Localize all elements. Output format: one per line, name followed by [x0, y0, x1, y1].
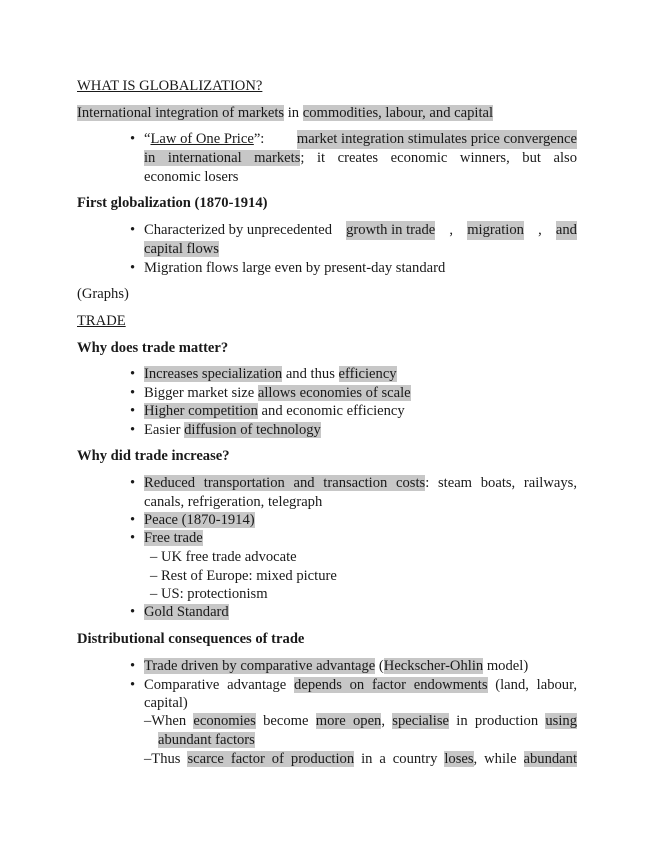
text-span: [144, 713, 577, 729]
text-span: ; it creates economic winners, but also: [300, 150, 577, 166]
highlight-text: economies: [193, 713, 256, 729]
highlight-text: Trade driven by comparative advantage: [144, 658, 376, 674]
text-span: –When: [144, 713, 194, 729]
highlight-text: market integration stimulates price convergence: [296, 131, 577, 147]
text-span: Bigger market size: [144, 385, 258, 401]
text-span: and economic efficiency: [257, 403, 405, 419]
highlight-text: scarce factor of production: [187, 751, 355, 767]
text-span: –Thus: [144, 751, 188, 767]
text-span: ,: [449, 222, 454, 238]
bullet-icon: •: [130, 366, 136, 382]
bullet-icon: •: [130, 385, 136, 401]
list-item: [144, 421, 321, 440]
text-span: [144, 475, 577, 491]
bullet-icon: •: [130, 658, 136, 674]
lop-line-2: [144, 149, 577, 168]
highlight-text: migration: [467, 222, 524, 238]
bullet-icon: •: [130, 131, 136, 147]
highlight-text: loses: [444, 751, 474, 767]
highlight-text: and: [555, 222, 577, 238]
section-title-trade: TRADE: [77, 313, 126, 329]
highlight-text: using: [545, 713, 577, 729]
text-span: Characterized by unprecedented: [144, 222, 332, 238]
section-title-globalization: WHAT IS GLOBALIZATION?: [77, 78, 263, 94]
bullet-icon: •: [130, 512, 136, 528]
bullet-icon: •: [130, 677, 136, 693]
text-span: and thus: [282, 366, 339, 382]
text-span: [144, 130, 264, 149]
list-item-continuation: canals, refrigeration, telegraph: [144, 494, 323, 510]
sub-list-item: [144, 750, 577, 769]
text-span: : steam boats, railways,: [425, 475, 577, 491]
sub-list-item: – Rest of Europe: mixed picture: [150, 568, 337, 584]
text-span: in production: [449, 713, 546, 729]
highlight-text: International integration of markets: [77, 105, 285, 121]
lop-line-3: economic losers: [144, 169, 239, 185]
text-span: , while: [473, 751, 524, 767]
bullet-icon: •: [130, 530, 136, 546]
first-glob-bullet-1-line-2: [144, 240, 219, 259]
highlight-text: efficiency: [338, 366, 397, 382]
text-span: Easier: [144, 422, 185, 438]
text-span: in a country: [354, 751, 445, 767]
text-span: [144, 677, 577, 693]
highlight-text: growth in trade: [346, 222, 436, 238]
bullet-icon: •: [130, 260, 136, 276]
bullet-icon: •: [130, 403, 136, 419]
sub-list-item: [144, 712, 577, 731]
highlight-text: Higher competition: [144, 403, 258, 419]
text-span: [144, 150, 577, 166]
text-span: ,: [381, 713, 393, 729]
highlight-text: abundant: [523, 751, 577, 767]
graphs-note: (Graphs): [77, 286, 129, 302]
highlight-text: allows economies of scale: [257, 385, 411, 401]
bullet-icon: •: [130, 604, 136, 620]
highlight-text: commodities, labour, and capital: [302, 105, 494, 121]
list-item: [144, 603, 229, 622]
highlight-text: more open: [315, 713, 382, 729]
highlight-text: Heckscher-Ohlin: [383, 658, 484, 674]
text-span: in: [284, 105, 303, 121]
text-span: become: [255, 713, 316, 729]
highlight-text: Reduced transportation and transaction costs: [144, 475, 426, 491]
intro-definition: [77, 104, 493, 123]
highlight-text: abundant factors: [158, 732, 255, 748]
list-item: [144, 657, 528, 676]
heading-distributional-consequences: Distributional consequences of trade: [77, 631, 305, 647]
text-span: (land, labour,: [487, 677, 578, 693]
highlight-text: depends on factor endowments: [294, 677, 488, 693]
text-span: Comparative advantage: [144, 677, 295, 693]
bullet-icon: •: [130, 422, 136, 438]
text-span: (: [375, 658, 384, 674]
sub-list-item: – US: protectionism: [150, 586, 268, 602]
list-item: [144, 365, 397, 384]
list-item: [144, 529, 203, 548]
text-span: “: [144, 131, 151, 147]
highlight-text: Increases specialization: [144, 366, 283, 382]
lop-line-1: [144, 130, 577, 149]
first-glob-bullet-1-line-1: [144, 221, 577, 240]
highlight-text: Peace (1870-1914): [144, 512, 255, 528]
underlined-term: Law of One Price: [150, 131, 254, 147]
list-item: [144, 402, 405, 421]
list-item: [144, 384, 411, 403]
bullet-icon: •: [130, 222, 136, 238]
highlight-text: Gold Standard: [144, 604, 229, 620]
highlight-text: capital flows: [144, 241, 219, 257]
list-item: [144, 676, 577, 695]
highlight-text: in international markets: [144, 150, 301, 166]
bullet-icon: •: [130, 475, 136, 491]
heading-first-globalization: First globalization (1870-1914): [77, 195, 268, 211]
first-glob-bullet-2: Migration flows large even by present-day standard: [144, 260, 446, 276]
sub-list-item-continuation: [158, 731, 255, 750]
text-span: ,: [538, 222, 542, 238]
highlight-text: Free trade: [144, 530, 203, 546]
list-item: [144, 511, 255, 530]
text-span: model): [483, 658, 529, 674]
highlight-text: diffusion of technology: [184, 422, 321, 438]
heading-why-trade-increased: Why did trade increase?: [77, 448, 230, 464]
text-span: [144, 751, 577, 767]
sub-list-item: – UK free trade advocate: [150, 549, 297, 565]
list-item: [144, 474, 577, 493]
list-item-continuation: capital): [144, 695, 188, 711]
heading-why-trade-matters: Why does trade matter?: [77, 340, 229, 356]
highlight-text: specialise: [392, 713, 450, 729]
text-span: ”:: [253, 131, 265, 147]
